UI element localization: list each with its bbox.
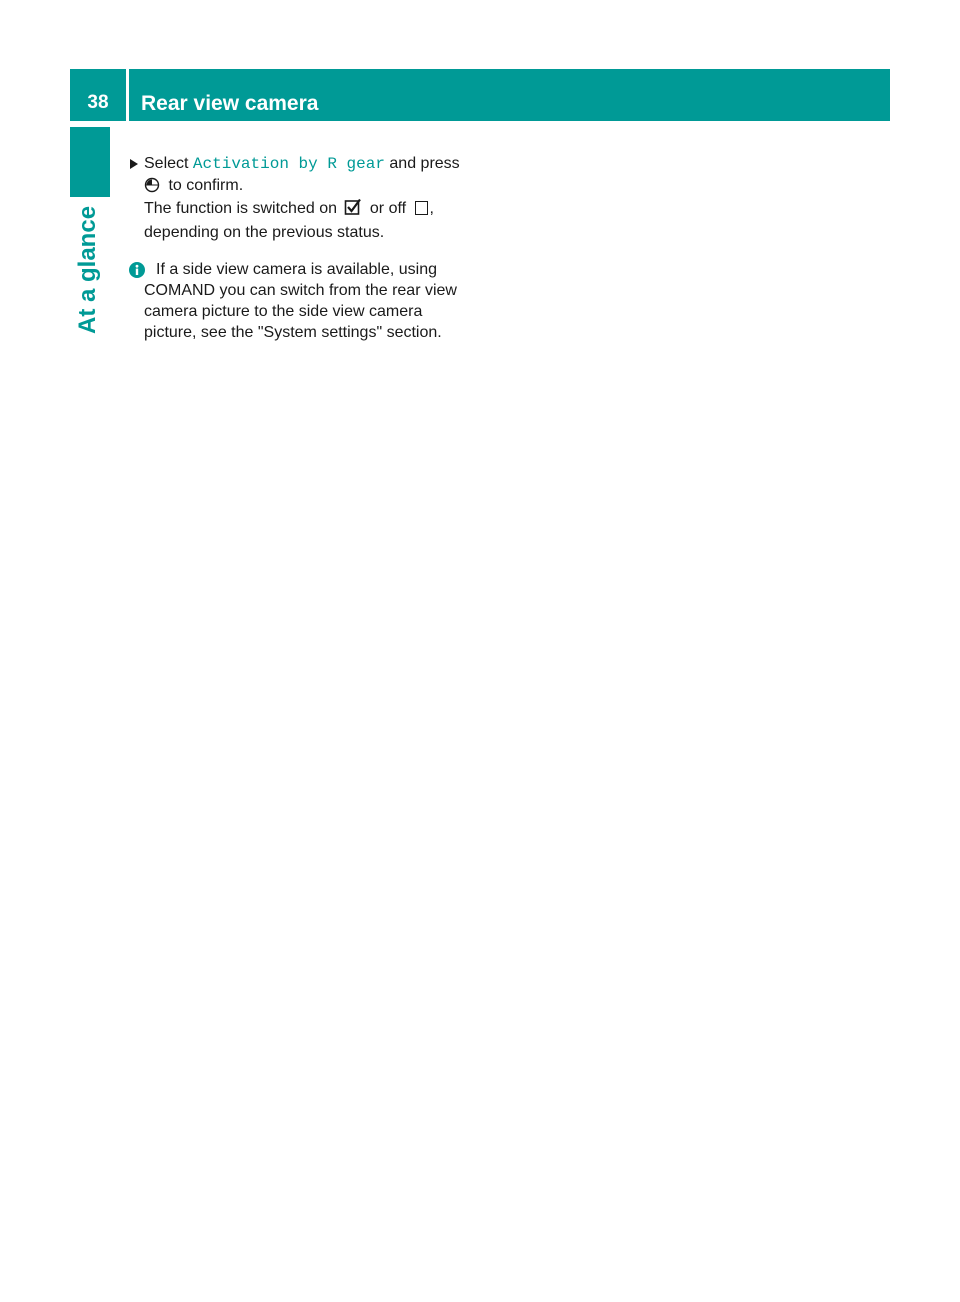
info-line-1: If a side view camera is available, using	[156, 261, 438, 278]
side-tab	[70, 127, 110, 197]
result-part-3: ,	[429, 200, 434, 217]
main-content	[128, 153, 473, 343]
info-line-3: camera picture to the side view camera	[144, 303, 423, 320]
step-suffix: and press	[389, 155, 460, 172]
side-tab-label: At a glance	[74, 205, 101, 334]
checkbox-empty-icon	[415, 201, 428, 215]
result-line-1	[144, 197, 473, 221]
menu-item-activation: Activation by R gear	[192, 155, 385, 173]
result-part-1: The function is switched on	[144, 200, 337, 217]
triangle-arrow-icon	[130, 159, 138, 169]
step-prefix: Select	[144, 155, 189, 172]
result-part-2: or off	[369, 200, 407, 217]
checkbox-checked-icon	[344, 198, 362, 216]
info-note	[128, 259, 473, 343]
result-line-2: depending on the previous status.	[144, 224, 385, 241]
info-icon	[129, 262, 145, 278]
instruction-step	[128, 153, 473, 197]
info-line-2: COMAND you can switch from the rear view	[144, 282, 457, 299]
result-text	[128, 197, 473, 245]
step-line-2	[144, 175, 473, 197]
controller-knob-icon	[144, 177, 160, 193]
header-divider	[126, 69, 129, 121]
info-line-4: picture, see the "System settings" section.	[144, 324, 442, 341]
page-number: 38	[87, 92, 109, 113]
step-line-1	[144, 153, 473, 175]
section-title: Rear view camera	[141, 92, 319, 115]
step-confirm-text: to confirm.	[168, 177, 244, 194]
